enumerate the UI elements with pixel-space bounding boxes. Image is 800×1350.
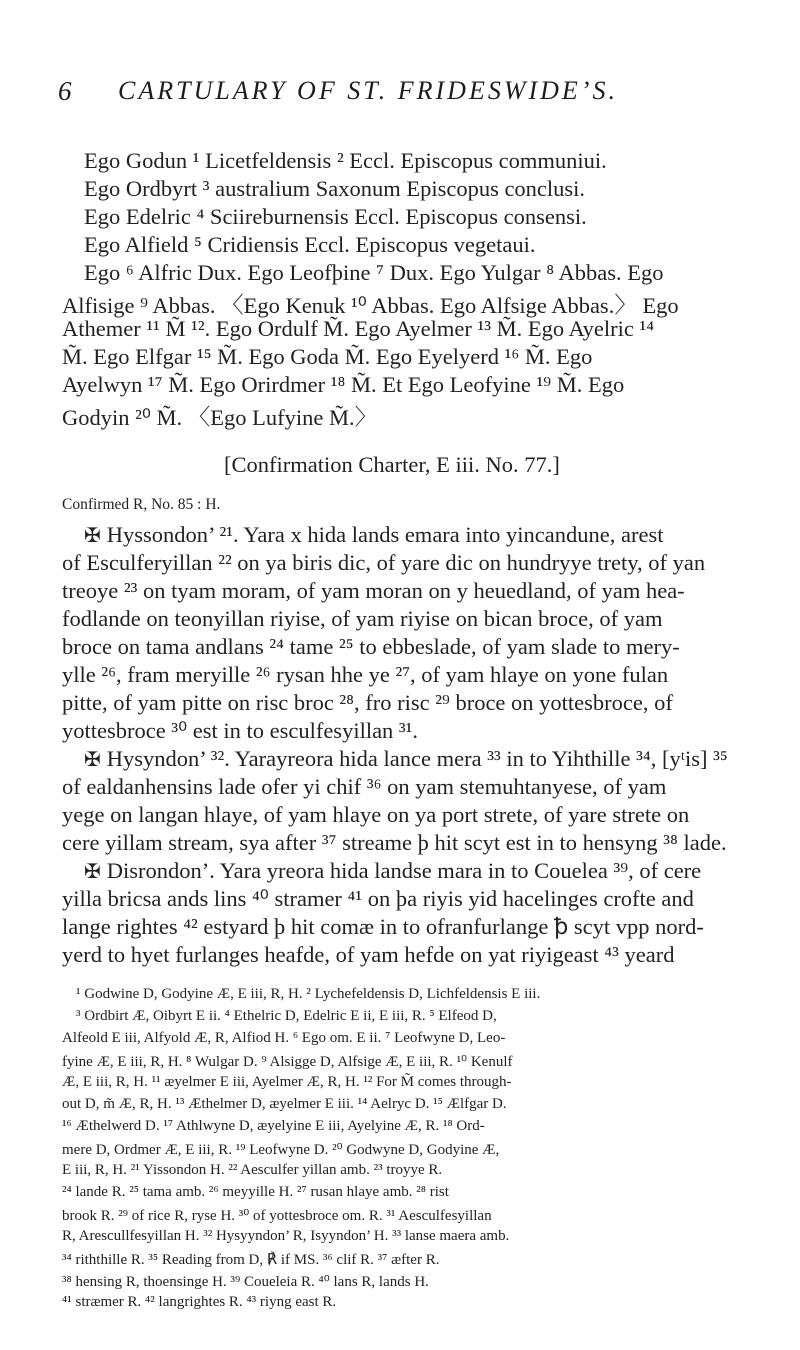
charter-line: Athemer ¹¹ M̃ ¹². Ego Ordulf M̃. Ego Ayelmer ¹³ M̃. Ego Ayelric ¹⁴ [62, 316, 655, 341]
paragraph-line: pitte, of yam pitte on risc broc ²⁸, fro risc ²⁹ broce on yottesbroce, of [62, 690, 673, 715]
charter-line: Ego Godun ¹ Licetfeldensis ² Eccl. Episcopus communiui. [84, 148, 607, 173]
paragraph-line: of ealdanhensins lade ofer yi chif ³⁶ on yam stemuhtanyese, of yam [62, 774, 667, 799]
charter-line: Ego Alfield ⁵ Cridiensis Eccl. Episcopus vegetaui. [84, 232, 536, 257]
footnote-line: ³ Ordbirt Æ, Oibyrt E ii. ⁴ Ethelric D, Edelric E ii, E iii, R. ⁵ Elfeod D, [76, 1008, 497, 1024]
footnote-line: ³⁸ hensing R, thoensinge H. ³⁹ Coueleia R. ⁴⁰ lans R, lands H. [62, 1274, 429, 1290]
footnote-line: ¹⁶ Æthelwerd D. ¹⁷ Athlwyne D, æyelyine E iii, Ayelyine Æ, R. ¹⁸ Ord- [62, 1118, 485, 1134]
charter-line: Ayelwyn ¹⁷ M̃. Ego Orirdmer ¹⁸ M̃. Et Ego Leofyine ¹⁹ M̃. Ego [62, 372, 625, 397]
section-heading: [Confirmation Charter, E iii. No. 77.] [224, 452, 560, 477]
paragraph-line: yerd to hyet furlanges heafde, of yam hefde on yat riyigeast ⁴³ yeard [62, 942, 675, 967]
charter-line: Ego Edelric ⁴ Sciireburnensis Eccl. Episcopus consensi. [84, 204, 587, 229]
footnote-line: Æ, E iii, R, H. ¹¹ æyelmer E iii, Ayelmer Æ, R, H. ¹² For M̃ comes through- [62, 1074, 512, 1090]
paragraph-line: fodlande on teonyillan riyise, of yam riyise on bican broce, of yam [62, 606, 663, 631]
running-title: CARTULARY OF ST. FRIDESWIDE’S. [118, 76, 618, 105]
footnote-line: Alfeold E iii, Alfyold Æ, R, Alfiod H. ⁶ Ego om. E ii. ⁷ Leofwyne D, Leo- [62, 1030, 506, 1046]
paragraph-line: ✠ Hyssondon’ ²¹. Yara x hida lands emara into yincandune, arest [84, 522, 664, 547]
paragraph-line: ylle ²⁶, fram meryille ²⁶ rysan hhe ye ²⁷, of yam hlaye on yone fulan [62, 662, 669, 687]
paragraph-line: ✠ Disrondon’. Yara yreora hida landse mara in to Couelea ³⁹, of cere [84, 858, 702, 883]
paragraph-line: lange rightes ⁴² estyard þ hit comæ in to ofranfurlange ꝥ scyt vpp nord- [62, 914, 704, 939]
footnote-line: ¹ Godwine D, Godyine Æ, E iii, R, H. ² Lychefeldensis D, Lichfeldensis E iii. [76, 986, 541, 1002]
footnote-line: ³⁴ riththille R. ³⁵ Reading from D, ℟ if MS. ³⁶ clif R. ³⁷ æfter R. [62, 1252, 440, 1268]
footnote-line: E iii, R, H. ²¹ Yissondon H. ²² Aesculfer yillan amb. ²³ troyye R. [62, 1162, 443, 1178]
paragraph-line: of Esculferyillan ²² on ya biris dic, of yare dic on hundryye trety, of yan [62, 550, 706, 575]
charter-line: Ego ⁶ Alfric Dux. Ego Leofþine ⁷ Dux. Ego Yulgar ⁸ Abbas. Ego [84, 260, 664, 285]
paragraph-line: yilla bricsa ands lins ⁴⁰ stramer ⁴¹ on þa riyis yid hacelinges crofte and [62, 886, 694, 911]
footnote-line: mere D, Ordmer Æ, E iii, R. ¹⁹ Leofwyne D. ²⁰ Godwyne D, Godyine Æ, [62, 1142, 500, 1158]
charter-line: Alfisige ⁹ Abbas. 〈Ego Kenuk ¹⁰ Abbas. Ego Alfsige Abbas.〉 Ego [62, 293, 679, 318]
page-number: 6 [58, 76, 72, 106]
charter-line: Ego Ordbyrt ³ australium Saxonum Episcopus conclusi. [84, 176, 586, 201]
paragraph-line: treoye ²³ on tyam moram, of yam moran on y heuedland, of yam hea- [62, 578, 685, 603]
cross-icon: ✠ [84, 749, 101, 771]
charter-line: Godyin ²⁰ M̃. 〈Ego Lufyine M̃.〉 [62, 405, 378, 430]
paragraph-line: cere yillam stream, sya after ³⁷ streame þ hit scyt est in to hensyng ³⁸ lade. [62, 830, 727, 855]
paragraph-line: yottesbroce ³⁰ est in to esculfesyillan ³¹. [62, 718, 419, 743]
charter-line: M̃. Ego Elfgar ¹⁵ M̃. Ego Goda M̃. Ego Eyelyerd ¹⁶ M̃. Ego [62, 344, 593, 369]
paragraph-line: ✠ Hysyndon’ ³². Yarayreora hida lance mera ³³ in to Yihthille ³⁴, [yᵗis] ³⁵ [84, 746, 728, 771]
footnote-line: ²⁴ lande R. ²⁵ tama amb. ²⁶ meyyille H. ²⁷ rusan hlaye amb. ²⁸ rist [62, 1184, 449, 1200]
paragraph-line: broce on tama andlans ²⁴ tame ²⁵ to ebbeslade, of yam slade to mery- [62, 634, 680, 659]
footnote-line: fyine Æ, E iii, R, H. ⁸ Wulgar D. ⁹ Alsigge D, Alfsige Æ, E iii, R. ¹⁰ Kenulf [62, 1054, 513, 1070]
footnote-line: R, Arescullfesyillan H. ³² Hysyyndon’ R, Isyyndon’ H. ³³ lanse maera amb. [62, 1228, 510, 1244]
confirmed-note: Confirmed R, No. 85 : H. [62, 496, 221, 513]
footnote-line: brook R. ²⁹ of rice R, ryse H. ³⁰ of yottesbroce om. R. ³¹ Aesculfesyillan [62, 1208, 492, 1224]
cross-icon: ✠ [84, 525, 101, 547]
footnote-line: out D, m̃ Æ, R, H. ¹³ Æthelmer D, æyelmer E iii. ¹⁴ Aelryc D. ¹⁵ Ælfgar D. [62, 1096, 507, 1112]
cross-icon: ✠ [84, 861, 101, 883]
page-header [0, 76, 800, 116]
footnote-line: ⁴¹ stræmer R. ⁴² langrightes R. ⁴³ riyng east R. [62, 1294, 337, 1310]
paragraph-line: yege on langan hlaye, of yam hlaye on ya port strete, of yare strete on [62, 802, 690, 827]
